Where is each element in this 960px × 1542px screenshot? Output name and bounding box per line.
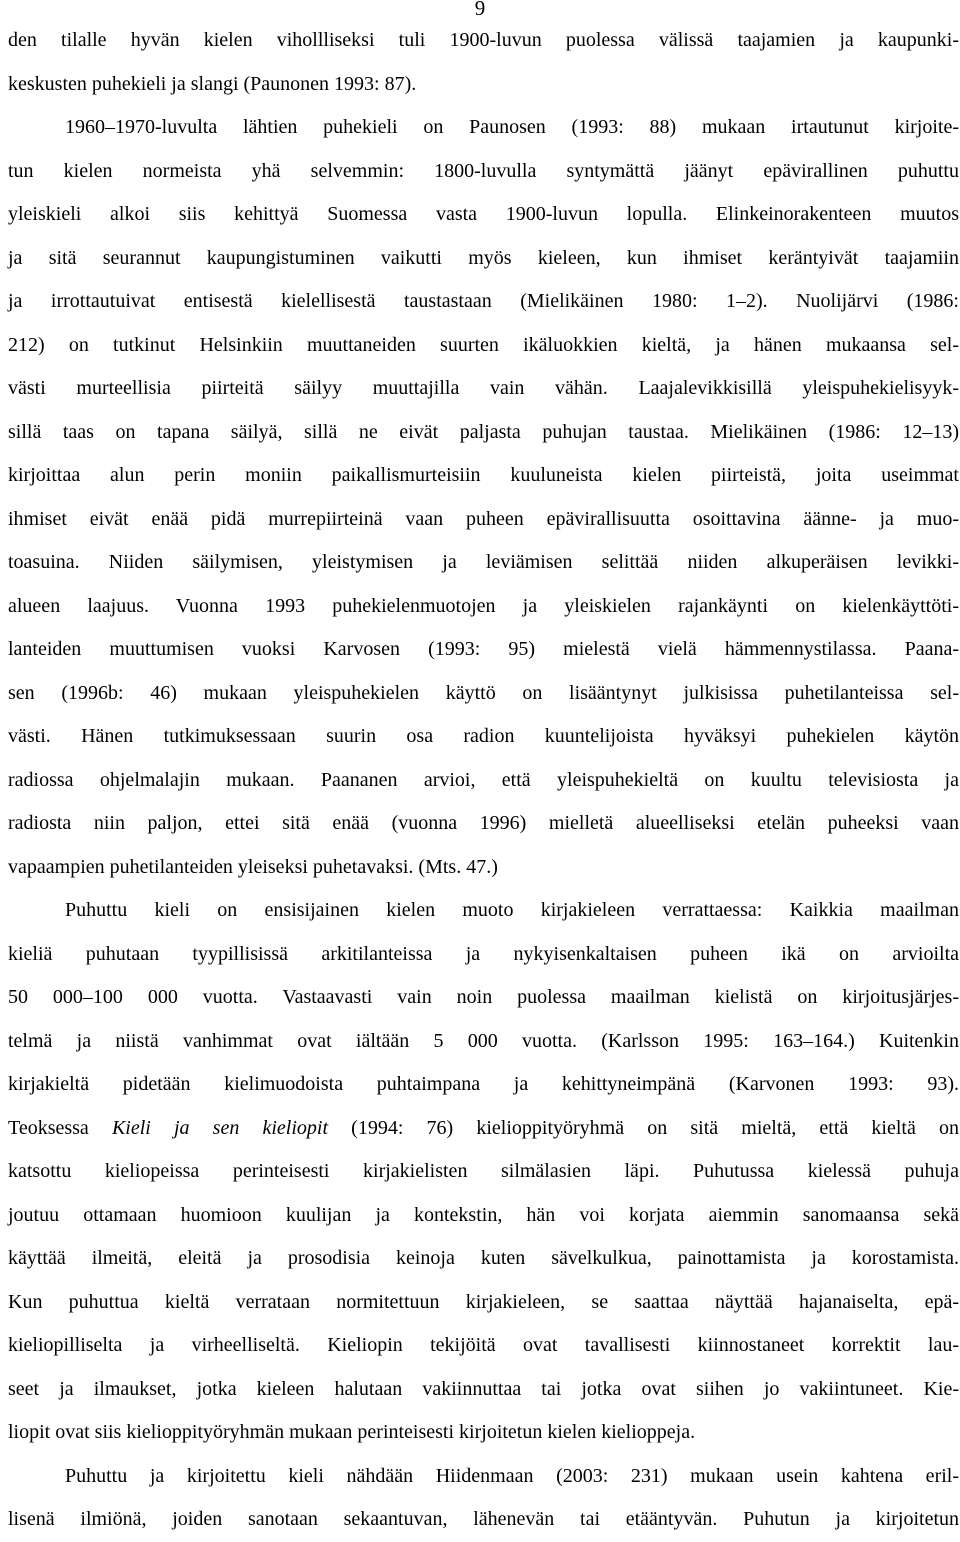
text-line: seet ja ilmaukset, jotka kieleen halutaan vakiinnuttaa tai jotka ovat siihen jo vakiintuneet. Kie- xyxy=(8,1377,959,1400)
text-line: keskusten puhekieli ja slangi (Paunonen 1993: 87). xyxy=(8,72,417,95)
text-line: 1960–1970-luvulta lähtien puhekieli on Paunosen (1993: 88) mukaan irtautunut kirjoite- xyxy=(65,116,959,138)
text-line: katsottu kieliopeissa perinteisesti kirjakielisten silmälasien läpi. Puhutussa kielessä puhuja xyxy=(8,1160,959,1182)
paragraph xyxy=(8,19,959,106)
text-line: yleiskieli alkoi siis kehittyä Suomessa vasta 1900-luvun lopulla. Elinkeinorakenteen muutos xyxy=(8,203,959,225)
paragraph xyxy=(8,889,959,1455)
text-line: sen (1996b: 46) mukaan yleispuhekielen käyttö on lisääntynyt julkisissa puhetilanteissa sel- xyxy=(8,681,959,704)
paragraph xyxy=(8,1455,959,1542)
text-line: lanteiden muuttumisen vuoksi Karvosen (1993: 95) mielestä vielä hämmennystilassa. Paana- xyxy=(8,638,959,660)
text-line: kirjakieltä pidetään kielimuodoista puhtaimpana ja kehittyneimpänä (Karvonen 1993: 93). xyxy=(8,1073,959,1095)
text-line: ja irrottautuivat entisestä kielellisestä taustastaan (Mielikäinen 1980: 1–2). Nuolijärvi (1986: xyxy=(8,290,959,312)
text-line: 212) on tutkinut Helsinkiin muuttaneiden suurten ikäluokkien kieltä, ja hänen mukaansa sel- xyxy=(8,333,959,356)
text-line: den tilalle hyvän kielen vihollliseksi tuli 1900-luvun puolessa välissä taajamien ja kaupunki- xyxy=(8,29,959,51)
text-line: Kun puhuttua kieltä verrataan normitettuun kirjakieleen, se saattaa näyttää hajanaiselta, epä- xyxy=(8,1290,959,1313)
text-line: 50 000–100 000 vuotta. Vastaavasti vain noin puolessa maailman kielistä on kirjoitusjärjes- xyxy=(8,986,959,1008)
text-line: liopit ovat siis kielioppityöryhmän mukaan perinteisesti kirjoitetun kielen kielioppeja. xyxy=(8,1421,696,1443)
text-line: kieliopilliselta ja virheelliseltä. Kieliopin tekijöitä ovat tavallisesti kiinnostaneet korrektit lau- xyxy=(8,1334,959,1356)
text-segment: Teoksessa xyxy=(8,1116,112,1139)
text-line: alueen laajuus. Vuonna 1993 puhekielenmuotojen ja yleiskielen rajankäynti on kielenkäyttöti- xyxy=(8,594,959,617)
text-line: vapaampien puhetilanteiden yleiseksi puhetavaksi. (Mts. 47.) xyxy=(8,855,498,878)
text-line: ihmiset eivät enää pidä murrepiirteinä vaan puheen epävirallisuutta osoittavina äänne- ja muo- xyxy=(8,507,959,530)
text-line: Puhuttu kieli on ensisijainen kielen muoto kirjakieleen verrattaessa: Kaikkia maailman xyxy=(65,899,959,921)
text-line: västi murteellisia piirteitä säilyy muuttajilla vain vähän. Laajalevikkisillä yleispuhekielisyyk- xyxy=(8,377,959,399)
text-line: kieliä puhutaan tyypillisissä arkitilanteissa ja nykyisenkaltaisen puheen ikä on arvioilta xyxy=(8,942,959,965)
text-line: västi. Hänen tutkimuksessaan suurin osa radion kuuntelijoista hyväksyi puhekielen käytön xyxy=(8,725,959,747)
text-line: lisenä ilmiönä, joiden sanotaan sekaantuvan, lähenevän tai etääntyvän. Puhutun ja kirjoitetun xyxy=(8,1508,959,1530)
body-text xyxy=(8,19,959,1542)
text-line: ja sitä seurannut kaupungistuminen vaikutti myös kieleen, kun ihmiset keräntyivät taajamiin xyxy=(8,246,959,269)
text-line: tun kielen normeista yhä selvemmin: 1800-luvulla syntymättä jäänyt epävirallinen puhuttu xyxy=(8,159,959,182)
paragraph xyxy=(8,106,959,889)
text-line xyxy=(8,1107,959,1151)
text-line: kirjoittaa alun perin moniin paikallismurteisiin kuuluneista kielen piirteistä, joita useimmat xyxy=(8,464,959,486)
text-segment: (1994: 76) kielioppityöryhmä on sitä mieltä, että kieltä on xyxy=(328,1116,959,1139)
text-line: Puhuttu ja kirjoitettu kieli nähdään Hiidenmaan (2003: 231) mukaan usein kahtena eril- xyxy=(65,1464,959,1487)
text-line: radiosta niin paljon, ettei sitä enää (vuonna 1996) mielletä alueelliseksi etelän puheeksi vaan xyxy=(8,812,959,834)
text-line: joutuu ottamaan huomioon kuulijan ja kontekstin, hän voi korjata aiemmin sanomaansa sekä xyxy=(8,1203,959,1226)
text-line: sillä taas on tapana säilyä, sillä ne eivät paljasta puhujan taustaa. Mielikäinen (1986: 12–13) xyxy=(8,420,959,443)
text-line: käyttää ilmeitä, eleitä ja prosodisia keinoja kuten sävelkulkua, painottamista ja korostamista. xyxy=(8,1247,959,1269)
text-line: radiossa ohjelmalajin mukaan. Paananen arvioi, että yleispuhekieltä on kuultu televisiosta ja xyxy=(8,768,959,791)
book-title: Kieli ja sen kieliopit xyxy=(111,1116,329,1139)
text-line: telmä ja niistä vanhimmat ovat iältään 5 000 vuotta. (Karlsson 1995: 163–164.) Kuitenkin xyxy=(8,1029,959,1052)
text-line: toasuina. Niiden säilymisen, yleistymisen ja leviämisen selittää niiden alkuperäisen levikki- xyxy=(8,551,959,573)
page-number: 9 xyxy=(474,0,486,20)
